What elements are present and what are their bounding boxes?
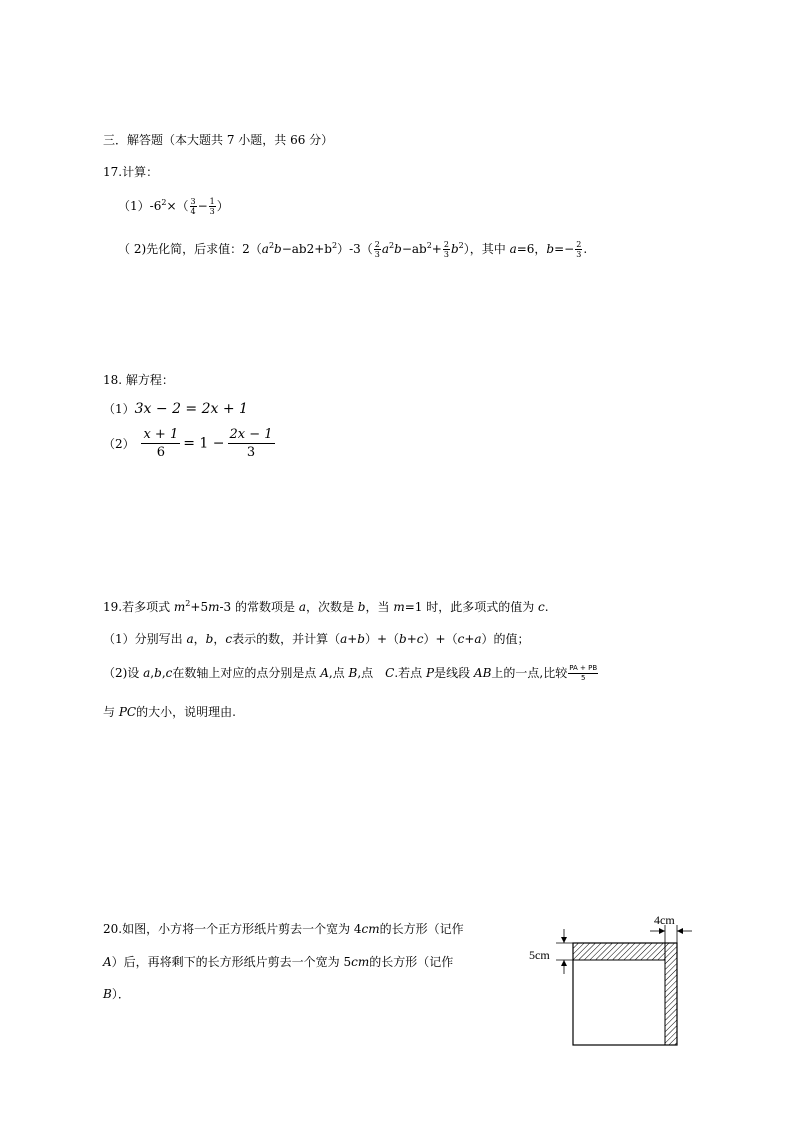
q17-part1	[118, 197, 229, 216]
q17-p1-exponent: 2	[161, 198, 167, 207]
strip-b	[573, 943, 665, 960]
q17-p2-fraction-1: $\frac{2}{3}$	[374, 240, 380, 259]
dim-5cm-arrowhead-bottom	[561, 960, 567, 966]
q17-p1-base: -6	[149, 199, 162, 213]
q17-part2: （ 2)先化简，后求值：$2(a^2b-ab2+b^2)-3$（ $\frac{2}{3}$ $a^2b-ab^2+$ $\frac{2}{3}$ $b^2$），其中 a=6，b=− $\frac{2}{3}$ .	[118, 240, 588, 259]
q17-p2-fraction-2: $\frac{2}{3}$	[443, 240, 449, 259]
strip-a	[665, 943, 677, 1045]
q20-line3: B）．	[103, 987, 130, 1001]
dim-4cm-arrowhead-right	[677, 928, 683, 934]
label-5cm: 5cm	[529, 948, 550, 962]
q19-line1: 19.若多项式 $m^2+5m-3$ 的常数项是 a，次数是 b，当 m=1 时，此多项式的值为 c.	[103, 599, 549, 614]
square-cut-figure	[520, 905, 700, 1055]
q18-part2: （2） $\frac{x + 1}{6}$ = 1 − $\frac{2x - 1}{3}$	[103, 427, 273, 460]
q17-p2-fraction-3: $\frac{2}{3}$	[576, 240, 582, 259]
dim-5cm-arrowhead-top	[561, 937, 567, 943]
q18-p1-equation: 3x − 2 = 2x + 1	[134, 401, 248, 417]
q17-p1-label: （1）	[118, 199, 150, 213]
q20-line2: A）后，再将剩下的长方形纸片剪去一个宽为 5cm的长方形（记作	[103, 955, 454, 969]
q18-title	[103, 371, 174, 388]
q17-p1-fraction-2: $\frac{1}{3}$	[209, 197, 215, 216]
q17-p1-minus: −	[197, 199, 208, 213]
q17-p1-close: ）	[216, 199, 229, 213]
q17-title-text: 17.计算：	[103, 165, 159, 179]
q19-pa-pb-fraction: $\frac{PA + PB}{5}$	[569, 664, 598, 682]
q17-title	[103, 163, 158, 180]
section-heading-text: 三．解答题（本大题共 7 小题，共 66 分）	[103, 133, 334, 147]
q18-p2-fraction-2: $\frac{2x - 1}{3}$	[229, 427, 273, 460]
q19-line3: （2)设 a,b,c在数轴上对应的点分别是点 A,点 B,点 C.若点 P是线段 AB上的一点,比较 $\frac{PA + PB}{5}$	[103, 664, 598, 682]
q17-p1-times: ×（	[166, 199, 189, 213]
label-4cm: 4cm	[654, 913, 675, 927]
section-heading	[103, 131, 333, 148]
q17-p1-fraction-1: $\frac{3}{4}$	[190, 197, 196, 216]
q19-line2: （1）分别写出 a，b，c表示的数，并计算（a+b）+（b+c）+（c+a）的值；	[103, 632, 530, 646]
q18-title-text: 18. 解方程：	[103, 373, 174, 387]
q20-line1: 20.如图，小方将一个正方形纸片剪去一个宽为 4cm的长方形（记作	[103, 922, 464, 936]
q18-part1: （1）3x − 2 = 2x + 1	[103, 401, 248, 417]
q18-p2-fraction-1: $\frac{x + 1}{6}$	[143, 427, 179, 460]
q19-line4: 与 PC的大小，说明理由.	[103, 705, 236, 719]
dim-4cm-arrowhead-left	[659, 928, 665, 934]
